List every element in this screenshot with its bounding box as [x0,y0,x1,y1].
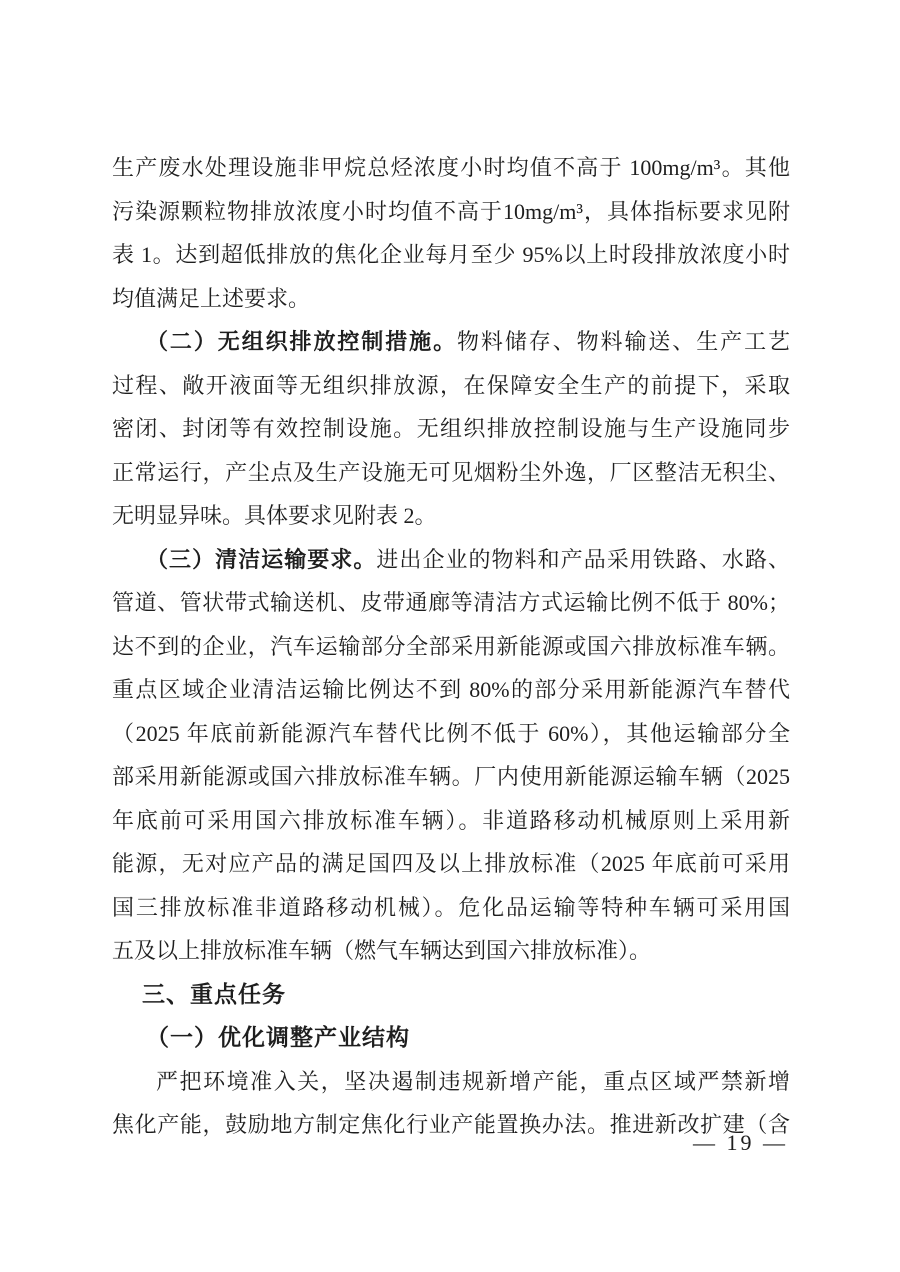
subsection-heading: （三）清洁运输要求。 [146,546,377,572]
paragraph-line: 达不到的企业，汽车运输部分全部采用新能源或国六排放标准车辆。 [112,633,790,659]
section-heading: 三、重点任务 [142,980,286,1007]
paragraph-line [112,320,790,364]
paragraph-line: 均值满足上述要求。 [112,285,311,311]
paragraph-line: 无明显异味。具体要求见附表 2。 [112,503,437,528]
paragraph-line: 焦化产能，鼓励地方制定焦化行业产能置换办法。推进新改扩建（含 [112,1112,790,1137]
paragraph-line: 密闭、封闭等有效控制设施。无组织排放控制设施与生产设施同步 [112,416,790,441]
document-text-block [112,146,790,1147]
paragraph-line: 五及以上排放标准车辆（燃气车辆达到国六排放标准）。 [112,938,652,963]
paragraph-line: 表 1。达到超低排放的焦化企业每月至少 95%以上时段排放浓度小时 [112,242,790,267]
paragraph-line [112,538,790,582]
subsection-title: （一）优化调整产业结构 [146,1025,410,1050]
paragraph-text: 进出企业的物料和产品采用铁路、水路、 [376,546,790,572]
paragraph-line: 污染源颗粒物排放浓度小时均值不高于10mg/m³，具体指标要求见附 [112,198,790,224]
paragraph-line: 重点区域企业清洁运输比例达不到 80%的部分采用新能源汽车替代 [112,677,790,702]
paragraph-line: 管道、管状带式输送机、皮带通廊等清洁方式运输比例不低于 80%； [112,590,790,615]
paragraph-line: 年底前可采用国六排放标准车辆）。非道路移动机械原则上采用新 [112,807,790,833]
paragraph-text: 物料储存、物料输送、生产工艺 [457,329,790,354]
paragraph-line: 过程、敞开液面等无组织排放源，在保障安全生产的前提下，采取 [112,372,790,398]
paragraph-line: 部采用新能源或国六排放标准车辆。厂内使用新能源运输车辆（2025 [112,764,790,789]
page-number: — 19 — [693,1130,788,1155]
subsection-heading: （二）无组织排放控制措施。 [146,329,457,354]
paragraph-line: （2025 年底前新能源汽车替代比例不低于 60%），其他运输部分全 [112,720,790,746]
paragraph-line: 能源，无对应产品的满足国四及以上排放标准（2025 年底前可采用 [112,851,790,876]
paragraph-line: 国三排放标准非道路移动机械）。危化品运输等特种车辆可采用国 [112,894,790,920]
paragraph-line: 生产废水处理设施非甲烷总烃浓度小时均值不高于 100mg/m³。其他 [112,155,790,180]
paragraph-line: 严把环境准入关，坚决遏制违规新增产能，重点区域严禁新增 [156,1068,790,1094]
paragraph-line: 正常运行，产尘点及生产设施无可见烟粉尘外逸，厂区整洁无积尘、 [112,459,790,485]
